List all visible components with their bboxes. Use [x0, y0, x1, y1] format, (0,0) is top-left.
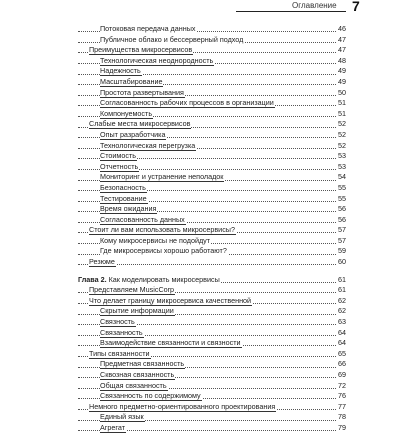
toc-entry-title: Связанность по содержимому: [100, 391, 201, 401]
toc-entry: [78, 246, 346, 257]
toc-entry-page-number: 52: [338, 119, 346, 129]
toc-entry-page-number: 66: [338, 359, 346, 369]
toc-entry-title: Связанность: [100, 327, 143, 337]
toc-entry: [78, 338, 346, 349]
chapter-label: Глава 2.: [78, 274, 109, 284]
toc-entry-title: Мониторинг и устранение неполадок: [100, 172, 224, 182]
toc-entry-title: Как моделировать микросервисы: [108, 274, 220, 284]
toc-entry: [78, 225, 346, 236]
toc-entry-title: Время ожидания: [100, 204, 157, 214]
toc-entry: [78, 35, 346, 46]
toc-entry: [78, 98, 346, 109]
toc-entry: [78, 391, 346, 402]
toc-entry-page-number: 65: [338, 348, 346, 358]
toc-entry-title: Где микросервисы хорошо работают?: [100, 246, 227, 256]
running-title: Оглавление: [292, 1, 337, 10]
toc-entry: [78, 183, 346, 194]
toc-entry-title: Согласованность данных: [100, 214, 185, 224]
toc-entry-title: Слабые места микросервисов: [89, 119, 191, 129]
toc-entry-title: Немного предметно-ориентированного проектирования: [89, 401, 276, 411]
toc-entry-page-number: 64: [338, 338, 346, 348]
toc-entry-title: Безопасность: [100, 182, 146, 192]
toc-entry-page-number: 47: [338, 45, 346, 55]
toc-entry-page-number: 57: [338, 225, 346, 235]
toc-entry-page-number: 55: [338, 193, 346, 203]
toc-entry-page-number: 63: [338, 317, 346, 327]
toc-entry-page-number: 46: [338, 24, 346, 33]
toc-entry-page-number: 49: [338, 66, 346, 76]
toc-entry-title: Единый язык: [100, 412, 144, 422]
toc-entry: [78, 56, 346, 67]
toc-entry-title: Масштабирование: [100, 76, 163, 86]
toc-entry: [78, 236, 346, 247]
toc-entry-page-number: 53: [338, 161, 346, 171]
toc-entry-page-number: 50: [338, 87, 346, 97]
toc-entry: [78, 328, 346, 339]
toc-entry-title: Связность: [100, 317, 135, 327]
toc-entry-page-number: 59: [338, 246, 346, 256]
toc-entry-title: Опыт разработчика: [100, 129, 166, 139]
toc-entry: [78, 194, 346, 205]
toc-entry: [78, 423, 346, 434]
toc-entry: [78, 109, 346, 120]
toc-entry-title: Стоимость: [100, 151, 136, 161]
toc-entry-page-number: 54: [338, 172, 346, 182]
toc-entry-page-number: 55: [338, 182, 346, 192]
toc-entry: [78, 77, 346, 88]
toc-entry-title: Надежность: [100, 66, 141, 76]
toc-entry: [78, 285, 346, 296]
toc-entry-page-number: 52: [338, 140, 346, 150]
toc-entry-page-number: 48: [338, 55, 346, 65]
toc-entry-title: Потоковая передача данных: [100, 24, 196, 33]
toc-entry-title: Отчетность: [100, 161, 139, 171]
toc-entry: [78, 296, 346, 307]
toc-entry: [78, 162, 346, 173]
toc-entry-title: Технологическая перегрузка: [100, 140, 196, 150]
table-of-contents: [78, 24, 346, 434]
toc-entry: [78, 24, 346, 35]
toc-entry: [78, 349, 346, 360]
toc-entry-page-number: 51: [338, 108, 346, 118]
toc-entry-title: Компонуемость: [100, 108, 153, 118]
toc-entry: [78, 257, 346, 268]
toc-entry: [78, 88, 346, 99]
toc-entry-page-number: 79: [338, 422, 346, 432]
toc-chapter-entry: [78, 275, 346, 286]
toc-entry-title: Преимущества микросервисов: [89, 45, 193, 55]
toc-entry-page-number: 62: [338, 306, 346, 316]
toc-entry: [78, 402, 346, 413]
toc-entry-page-number: 61: [338, 274, 346, 284]
toc-entry-page-number: 64: [338, 327, 346, 337]
toc-entry-title: Согласованность рабочих процессов в организации: [100, 98, 274, 108]
toc-entry-title: Что делает границу микросервиса качественной: [89, 295, 252, 305]
toc-entry: [78, 215, 346, 226]
toc-entry-title: Публичное облако и бессерверный подход: [100, 34, 244, 44]
toc-entry-title: Резюме: [89, 257, 115, 267]
toc-entry: [78, 370, 346, 381]
toc-entry-title: Технологическая неоднородность: [100, 55, 214, 65]
toc-entry-page-number: 77: [338, 401, 346, 411]
toc-entry-title: Скрытие информации: [100, 306, 174, 316]
toc-entry: [78, 45, 346, 56]
toc-entry-page-number: 76: [338, 391, 346, 401]
toc-entry: [78, 119, 346, 130]
toc-entry-title: Стоит ли вам использовать микросервисы?: [89, 225, 235, 235]
toc-entry-page-number: 56: [338, 204, 346, 214]
toc-entry-page-number: 72: [338, 380, 346, 390]
toc-entry-page-number: 47: [338, 34, 346, 44]
toc-entry: [78, 381, 346, 392]
toc-entry: [78, 141, 346, 152]
toc-entry-page-number: 61: [338, 285, 346, 295]
toc-entry-page-number: 53: [338, 151, 346, 161]
toc-entry: [78, 172, 346, 183]
toc-entry-page-number: 62: [338, 295, 346, 305]
toc-entry: [78, 317, 346, 328]
toc-entry: [78, 306, 346, 317]
toc-entry-title: Предметная связанность: [100, 359, 185, 369]
dot-leader: [78, 264, 336, 265]
header-rule: [236, 11, 346, 12]
toc-entry: [78, 359, 346, 370]
toc-entry: [78, 130, 346, 141]
page-number: 7: [352, 0, 360, 14]
toc-entry-page-number: 56: [338, 214, 346, 224]
toc-entry-title: Агрегат: [100, 422, 126, 432]
toc-entry-title: Кому микросервисы не подойдут: [100, 235, 211, 245]
toc-entry-title: Типы связанности: [89, 348, 150, 358]
toc-entry: [78, 66, 346, 77]
toc-entry-page-number: 69: [338, 370, 346, 379]
toc-entry-title: Общая связанность: [100, 380, 167, 390]
toc-entry-page-number: 57: [338, 235, 346, 245]
toc-entry-page-number: 51: [338, 98, 346, 108]
toc-entry-title: Тестирование: [100, 193, 147, 203]
toc-entry: [78, 412, 346, 423]
toc-entry-title: Представляем MusicCorp: [89, 285, 175, 295]
toc-entry-title: Взаимодействие связанности и связности: [100, 338, 241, 348]
toc-entry-page-number: 78: [338, 412, 346, 422]
toc-entry-page-number: 52: [338, 129, 346, 139]
toc-entry-title: Сквозная связанность: [100, 370, 175, 379]
toc-entry: [78, 204, 346, 215]
toc-entry-page-number: 49: [338, 76, 346, 86]
toc-entry-title: Простота развертывания: [100, 87, 184, 97]
toc-entry: [78, 151, 346, 162]
toc-entry-page-number: 60: [338, 257, 346, 267]
